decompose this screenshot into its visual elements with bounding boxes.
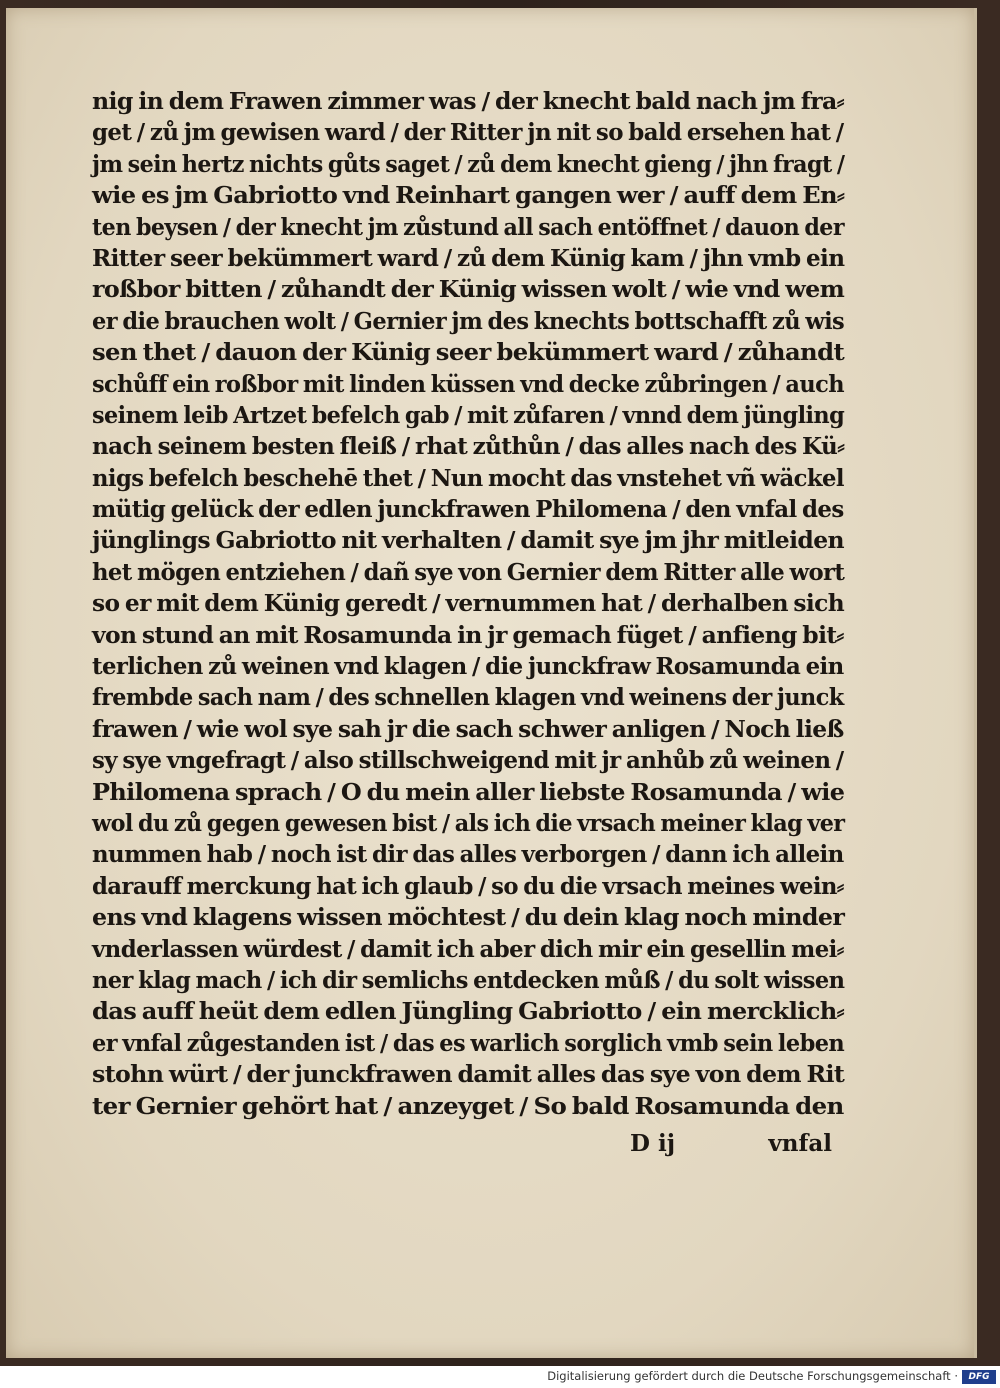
text-line: frembde sach nam / des schnellen klagen vnd weinens der junck xyxy=(92,684,844,712)
text-line: er die brauchen wolt / Gernier jm des knechts bottschafft zů wis xyxy=(92,307,845,335)
text-line: jm sein hertz nichts gůts saget / zů dem knecht gieng / jhn fragt / xyxy=(92,150,845,178)
text-line: mütig gelück der edlen junckfrawen Philomena / den vnfal des xyxy=(92,496,844,524)
text-line: nummen hab / noch ist dir das alles verborgen / dann ich allein xyxy=(92,841,844,869)
text-line: darauff merckung hat ich glaub / so du die vrsach meines wein⸗ xyxy=(92,872,844,900)
text-line: het mögen entziehen / dañ sye von Gernier dem Ritter alle wort xyxy=(92,558,845,586)
text-line: er vnfal zůgestanden ist / das es warlich sorglich vmb sein leben xyxy=(92,1029,845,1057)
text-line: get / zů jm gewisen ward / der Ritter jn nit so bald ersehen hat / xyxy=(92,119,844,147)
text-line: vnderlassen würdest / damit ich aber dich mir ein gesellin mei⸗ xyxy=(92,935,844,963)
text-line: ten beysen / der knecht jm zůstund all sach entöffnet / dauon der xyxy=(92,213,844,241)
text-line: schůff ein roßbor mit linden küssen vnd decke zůbringen / auch xyxy=(92,370,844,398)
text-line: jünglings Gabriotto nit verhalten / damit sye jm jhr mitleiden xyxy=(92,527,845,555)
text-line: sy sye vngefragt / also stillschweigend mit jr anhůb zů weinen / xyxy=(92,747,844,775)
text-line: ter Gernier gehört hat / anzeyget / So bald Rosamunda den xyxy=(92,1092,844,1120)
attribution-bar xyxy=(0,1366,1000,1388)
dfg-logo: DFG xyxy=(962,1370,996,1384)
text-line: Ritter seer bekümmert ward / zů dem Künig kam / jhn vmb ein xyxy=(92,244,845,272)
text-line: ens vnd klagens wissen möchtest / du dein klag noch minder xyxy=(92,904,845,932)
text-line: von stund an mit Rosamunda in jr gemach füget / anfieng bit⸗ xyxy=(92,621,844,649)
text-block xyxy=(92,86,844,1122)
text-line: nach seinem besten fleiß / rhat zůthůn / das alles nach des Kü⸗ xyxy=(92,433,845,461)
text-line: das auff heüt dem edlen Jüngling Gabriotto / ein mercklich⸗ xyxy=(92,998,845,1026)
text-line: seinem leib Artzet befelch gab / mit zůfaren / vnnd dem jüngling xyxy=(92,401,845,429)
text-line: Philomena sprach / O du mein aller liebste Rosamunda / wie xyxy=(92,778,845,806)
text-line: nig in dem Frawen zimmer was / der knecht bald nach jm fra⸗ xyxy=(92,88,844,115)
text-line: roßbor bitten / zůhandt der Künig wissen wolt / wie vnd wem xyxy=(92,276,845,304)
text-line: ner klag mach / ich dir semlichs entdecken můß / du solt wissen xyxy=(92,966,845,994)
text-line: stohn würt / der junckfrawen damit alles das sye von dem Rit xyxy=(92,1061,845,1089)
text-line: wol du zů gegen gewesen bist / als ich die vrsach meiner klag ver xyxy=(92,809,845,837)
text-line: wie es jm Gabriotto vnd Reinhart gangen wer / auff dem En⸗ xyxy=(92,182,845,210)
page-footer-line xyxy=(92,1130,832,1166)
signature-mark: D ij xyxy=(630,1130,676,1157)
text-line: frawen / wie wol sye sah jr die sach schwer anligen / Noch ließ xyxy=(92,715,844,743)
text-line: sen thet / dauon der Künig seer bekümmert ward / zůhandt xyxy=(92,339,845,367)
text-line: terlichen zů weinen vnd klagen / die junckfraw Rosamunda ein xyxy=(92,653,844,681)
funding-notice: Digitalisierung gefördert durch die Deutsche Forschungsgemeinschaft · xyxy=(547,1369,958,1383)
catchword: vnfal xyxy=(768,1130,832,1157)
text-line: so er mit dem Künig geredt / vernummen hat / derhalben sich xyxy=(92,590,845,618)
book-page xyxy=(6,8,977,1358)
text-line: nigs befelch beschehē thet / Nun mocht das vnstehet vñ wäckel xyxy=(92,464,844,492)
